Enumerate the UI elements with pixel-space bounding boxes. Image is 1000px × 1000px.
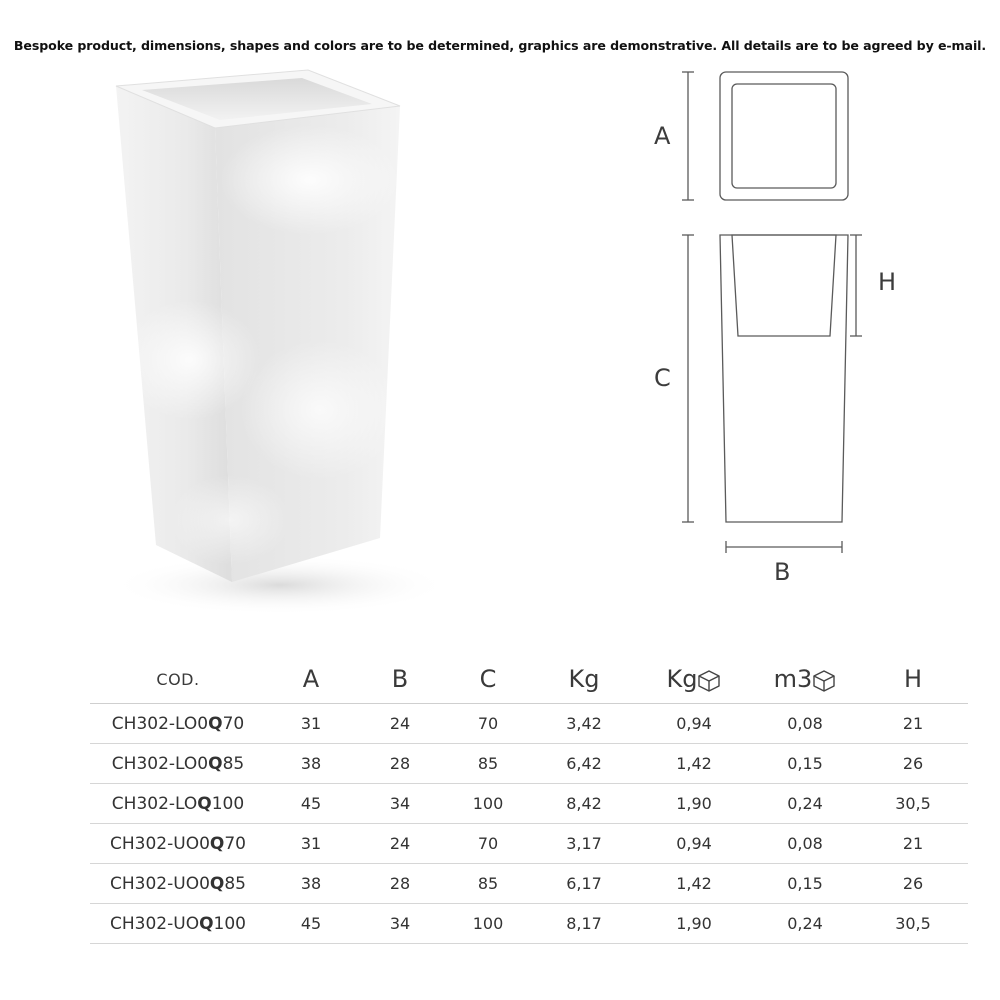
- cell-h: 21: [858, 824, 968, 864]
- header-kg-package-label: Kg: [666, 665, 698, 693]
- dimension-label-a: A: [654, 122, 671, 150]
- cell-cod: [90, 904, 266, 944]
- cell-kg-box: 1,42: [636, 864, 752, 904]
- header-kg: Kg: [532, 655, 636, 704]
- cod-q: Q: [197, 793, 212, 814]
- cell-kg: 6,17: [532, 864, 636, 904]
- cell-kg: 8,17: [532, 904, 636, 944]
- dimension-label-c: C: [654, 364, 671, 392]
- cell-a: 31: [266, 824, 356, 864]
- cod-suffix: 85: [222, 753, 245, 774]
- dimension-label-b: B: [774, 558, 791, 586]
- cell-c: 100: [444, 904, 532, 944]
- header-c: C: [444, 655, 532, 704]
- disclaimer-text: Bespoke product, dimensions, shapes and colors are to be determined, graphics are demonstrative. All details are to be agreed by e-mail.: [13, 38, 987, 53]
- product-photo: [80, 60, 480, 620]
- cod-prefix: CH302-LO0: [111, 753, 209, 774]
- cell-b: 34: [356, 784, 444, 824]
- cod-q: Q: [199, 913, 214, 934]
- cod-suffix: 70: [224, 833, 246, 854]
- cell-cod: [90, 744, 266, 784]
- cell-m3: 0,15: [752, 744, 858, 784]
- cell-b: 24: [356, 704, 444, 744]
- table-row: [90, 864, 968, 904]
- cell-cod: [90, 864, 266, 904]
- cod-suffix: 100: [211, 793, 245, 814]
- header-a: A: [266, 655, 356, 704]
- header-kg-package: [636, 655, 752, 704]
- cell-kg: 8,42: [532, 784, 636, 824]
- cell-c: 85: [444, 744, 532, 784]
- header-h: H: [858, 655, 968, 704]
- cod-prefix: CH302-LO: [111, 793, 198, 814]
- top-view-outer: [720, 72, 848, 200]
- header-m3-package-label: m3: [773, 665, 813, 693]
- cell-a: 38: [266, 744, 356, 784]
- cell-a: 45: [266, 904, 356, 944]
- cell-m3: 0,24: [752, 784, 858, 824]
- cell-kg: 6,42: [532, 744, 636, 784]
- cod-q: Q: [209, 873, 225, 894]
- cod-prefix: CH302-LO0: [111, 713, 209, 734]
- cell-a: 31: [266, 704, 356, 744]
- cell-m3: 0,08: [752, 704, 858, 744]
- cell-kg-box: 0,94: [636, 824, 752, 864]
- header-cod: COD.: [90, 655, 266, 704]
- cell-m3: 0,08: [752, 824, 858, 864]
- cell-cod: [90, 704, 266, 744]
- cell-c: 100: [444, 784, 532, 824]
- cod-prefix: CH302-UO0: [110, 873, 210, 894]
- cell-kg-box: 1,90: [636, 904, 752, 944]
- top-view-inner: [732, 84, 836, 188]
- cell-b: 28: [356, 744, 444, 784]
- cod-suffix: 70: [222, 713, 245, 734]
- cod-suffix: 100: [213, 913, 246, 934]
- spec-table: [90, 655, 968, 944]
- cell-a: 38: [266, 864, 356, 904]
- cell-m3: 0,15: [752, 864, 858, 904]
- cell-h: 26: [858, 744, 968, 784]
- cod-q: Q: [208, 713, 223, 734]
- table-header-row: [90, 655, 968, 704]
- front-view-outer: [720, 235, 848, 522]
- cod-q: Q: [209, 833, 225, 854]
- package-box-icon: [812, 669, 836, 693]
- cell-b: 34: [356, 904, 444, 944]
- cell-b: 28: [356, 864, 444, 904]
- table-row: [90, 704, 968, 744]
- cell-h: 26: [858, 864, 968, 904]
- cod-q: Q: [208, 753, 223, 774]
- cell-cod: [90, 784, 266, 824]
- cell-kg: 3,17: [532, 824, 636, 864]
- table-row: [90, 744, 968, 784]
- cell-h: 21: [858, 704, 968, 744]
- table-row: [90, 904, 968, 944]
- cell-c: 85: [444, 864, 532, 904]
- table-row: [90, 784, 968, 824]
- cod-suffix: 85: [224, 873, 246, 894]
- table-row: [90, 824, 968, 864]
- cell-cod: [90, 824, 266, 864]
- cod-prefix: CH302-UO: [110, 913, 200, 934]
- cell-c: 70: [444, 704, 532, 744]
- cell-kg: 3,42: [532, 704, 636, 744]
- cell-b: 24: [356, 824, 444, 864]
- cod-prefix: CH302-UO0: [110, 833, 210, 854]
- cell-m3: 0,24: [752, 904, 858, 944]
- front-view-cavity: [732, 235, 836, 336]
- cell-kg-box: 0,94: [636, 704, 752, 744]
- dimension-label-h: H: [878, 268, 897, 296]
- cell-c: 70: [444, 824, 532, 864]
- package-box-icon: [697, 669, 721, 693]
- cell-a: 45: [266, 784, 356, 824]
- cell-h: 30,5: [858, 784, 968, 824]
- cell-h: 30,5: [858, 904, 968, 944]
- cell-kg-box: 1,42: [636, 744, 752, 784]
- header-m3-package: [752, 655, 858, 704]
- cell-kg-box: 1,90: [636, 784, 752, 824]
- header-b: B: [356, 655, 444, 704]
